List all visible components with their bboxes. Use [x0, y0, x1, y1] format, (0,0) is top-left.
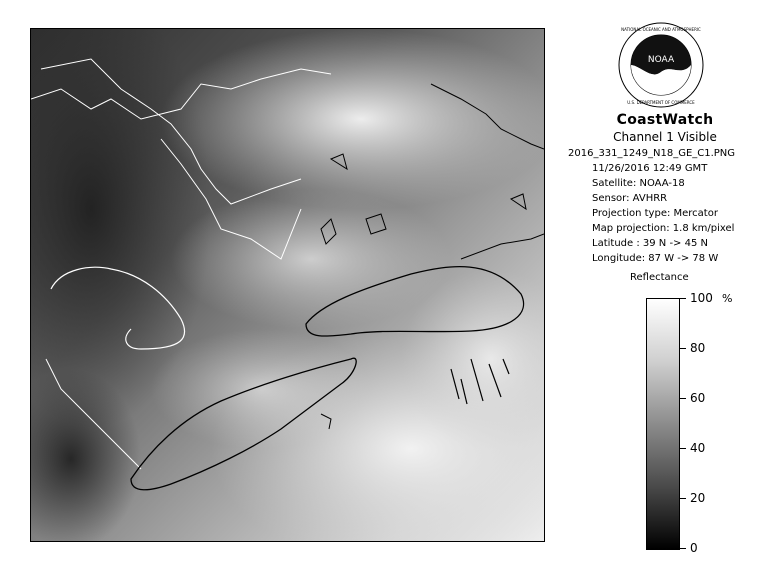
cloud-mass — [161, 29, 544, 209]
colorbar-tick — [680, 298, 686, 299]
latitude-label: Latitude : 39 N -> 45 N — [592, 238, 708, 249]
svg-text:U.S. DEPARTMENT OF COMMERCE: U.S. DEPARTMENT OF COMMERCE — [627, 100, 695, 105]
satellite-label: Satellite: NOAA-18 — [592, 178, 685, 189]
longitude-label: Longitude: 87 W -> 78 W — [592, 253, 719, 264]
colorbar-tick — [680, 448, 686, 449]
sensor-label: Sensor: AVHRR — [592, 193, 668, 204]
projection-type-label: Projection type: Mercator — [592, 208, 718, 219]
map-projection-label: Map projection: 1.8 km/pixel — [592, 223, 735, 234]
cloud-mass — [171, 189, 451, 329]
satellite-map — [31, 29, 544, 541]
svg-text:NATIONAL OCEANIC AND ATMOSPHER: NATIONAL OCEANIC AND ATMOSPHERIC — [621, 27, 701, 32]
colorbar-tick-label: 0 — [690, 541, 698, 555]
colorbar-tick — [680, 498, 686, 499]
colorbar-tick-label: 60 — [690, 391, 706, 405]
colorbar-tick — [680, 548, 686, 549]
colorbar-tick-label: 40 — [690, 441, 706, 455]
coastwatch-title: CoastWatch — [616, 112, 714, 128]
satellite-image — [30, 28, 545, 542]
cloud-mass — [151, 329, 371, 449]
colorbar-unit: % — [722, 292, 733, 305]
colorbar-tick-label: 100 — [690, 291, 713, 305]
colorbar-title: Reflectance — [630, 272, 689, 283]
date-label: 11/26/2016 12:49 GMT — [592, 163, 708, 174]
noaa-logo-text: NOAA — [647, 55, 675, 65]
colorbar — [646, 298, 680, 550]
filename-label: 2016_331_1249_N18_GE_C1.PNG — [568, 148, 736, 159]
colorbar-tick-label: 20 — [690, 491, 706, 505]
channel-label: Channel 1 Visible — [613, 130, 717, 144]
colorbar-tick — [680, 398, 686, 399]
noaa-logo — [618, 22, 704, 108]
colorbar-tick-label: 80 — [690, 341, 706, 355]
colorbar-tick — [680, 348, 686, 349]
